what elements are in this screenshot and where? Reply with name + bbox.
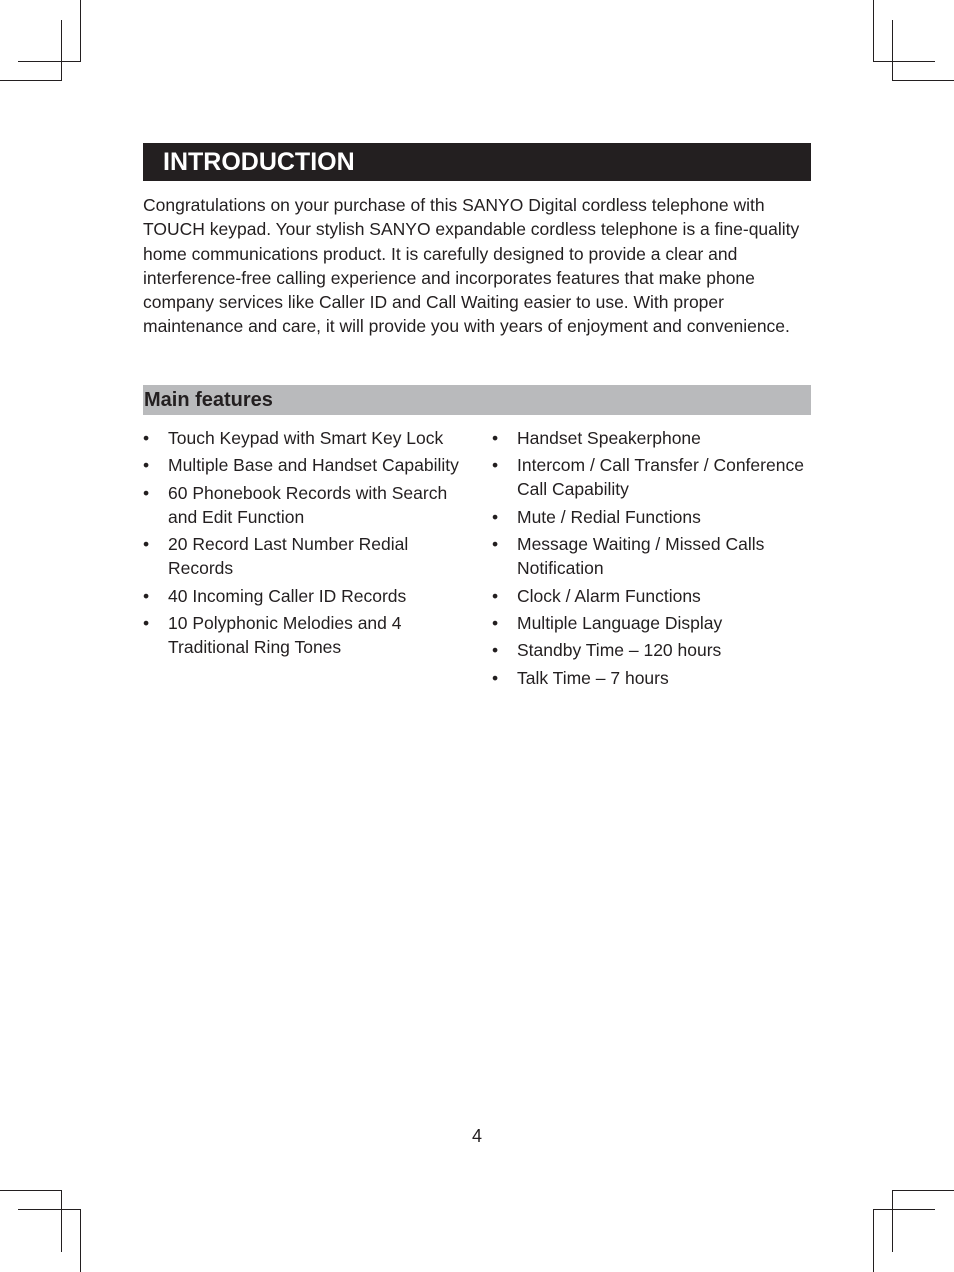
crop-mark [0,1190,62,1191]
list-item [143,584,473,608]
bullet-icon: • [492,667,499,688]
features-list-left [143,426,473,662]
list-item [143,453,473,477]
crop-mark [892,1190,893,1252]
feature-text: 60 Phonebook Records with Search and Edit Function [168,482,448,527]
crop-mark [892,1190,954,1191]
intro-paragraph: Congratulations on your purchase of this SANYO Digital cordless telephone with TOUCH keypad. Your stylish SANYO expandable cordless telephone is a fine-quality home communications product. It is carefully designed to provide a clear and interference-free calling experience and incorporates features that make phone company services like Caller ID and Call Waiting easier to use. With proper maintenance and care, it will provide you with years of enjoyment and convenience. [143,195,800,337]
feature-text: 10 Polyphonic Melodies and 4 Traditional Ring Tones [168,612,402,657]
feature-text: 20 Record Last Number Redial Records [168,534,409,579]
crop-mark [873,61,935,62]
bullet-icon: • [143,455,150,476]
crop-mark [892,20,893,81]
bullet-icon: • [492,612,499,633]
section-heading-main-features: Main features [143,385,811,415]
feature-text: Multiple Language Display [517,612,723,633]
bullet-icon: • [143,612,150,633]
bullet-icon: • [143,428,150,448]
bullet-icon: • [143,482,150,503]
bullet-icon: • [492,534,499,555]
crop-mark [61,20,62,81]
feature-text: 40 Incoming Caller ID Records [168,585,407,606]
feature-text: Mute / Redial Functions [517,506,701,527]
bullet-icon: • [492,455,499,476]
list-item [143,481,473,529]
feature-text: Talk Time – 7 hours [517,667,669,688]
list-item [143,426,473,450]
feature-text: Clock / Alarm Functions [517,585,701,606]
crop-mark [892,80,954,81]
bullet-icon: • [492,640,499,661]
list-item [143,611,473,659]
features-list-right [492,426,812,693]
feature-text: Message Waiting / Missed Calls Notification [517,534,765,579]
feature-text: Handset Speakerphone [517,428,701,448]
list-item [492,638,812,662]
crop-mark [0,80,62,81]
list-item [492,453,812,501]
crop-mark [61,1190,62,1252]
crop-mark [80,0,81,62]
list-item [492,505,812,529]
crop-mark [80,1209,81,1272]
list-item [492,532,812,580]
bullet-icon: • [492,506,499,527]
feature-text: Touch Keypad with Smart Key Lock [168,428,444,448]
crop-mark [18,1209,80,1210]
list-item [492,426,812,450]
list-item [492,611,812,635]
crop-mark [18,61,80,62]
crop-mark [873,1209,874,1272]
page-title: INTRODUCTION [143,143,811,181]
list-item [492,584,812,608]
crop-mark [873,1209,935,1210]
feature-text: Multiple Base and Handset Capability [168,455,459,476]
feature-text: Intercom / Call Transfer / Conference Call Capability [517,455,804,500]
bullet-icon: • [143,534,150,555]
bullet-icon: • [143,585,150,606]
crop-mark [873,0,874,62]
list-item [492,666,812,690]
bullet-icon: • [492,428,499,448]
page-number: 4 [471,1126,482,1146]
bullet-icon: • [492,585,499,606]
list-item [143,532,473,580]
feature-text: Standby Time – 120 hours [517,640,722,661]
